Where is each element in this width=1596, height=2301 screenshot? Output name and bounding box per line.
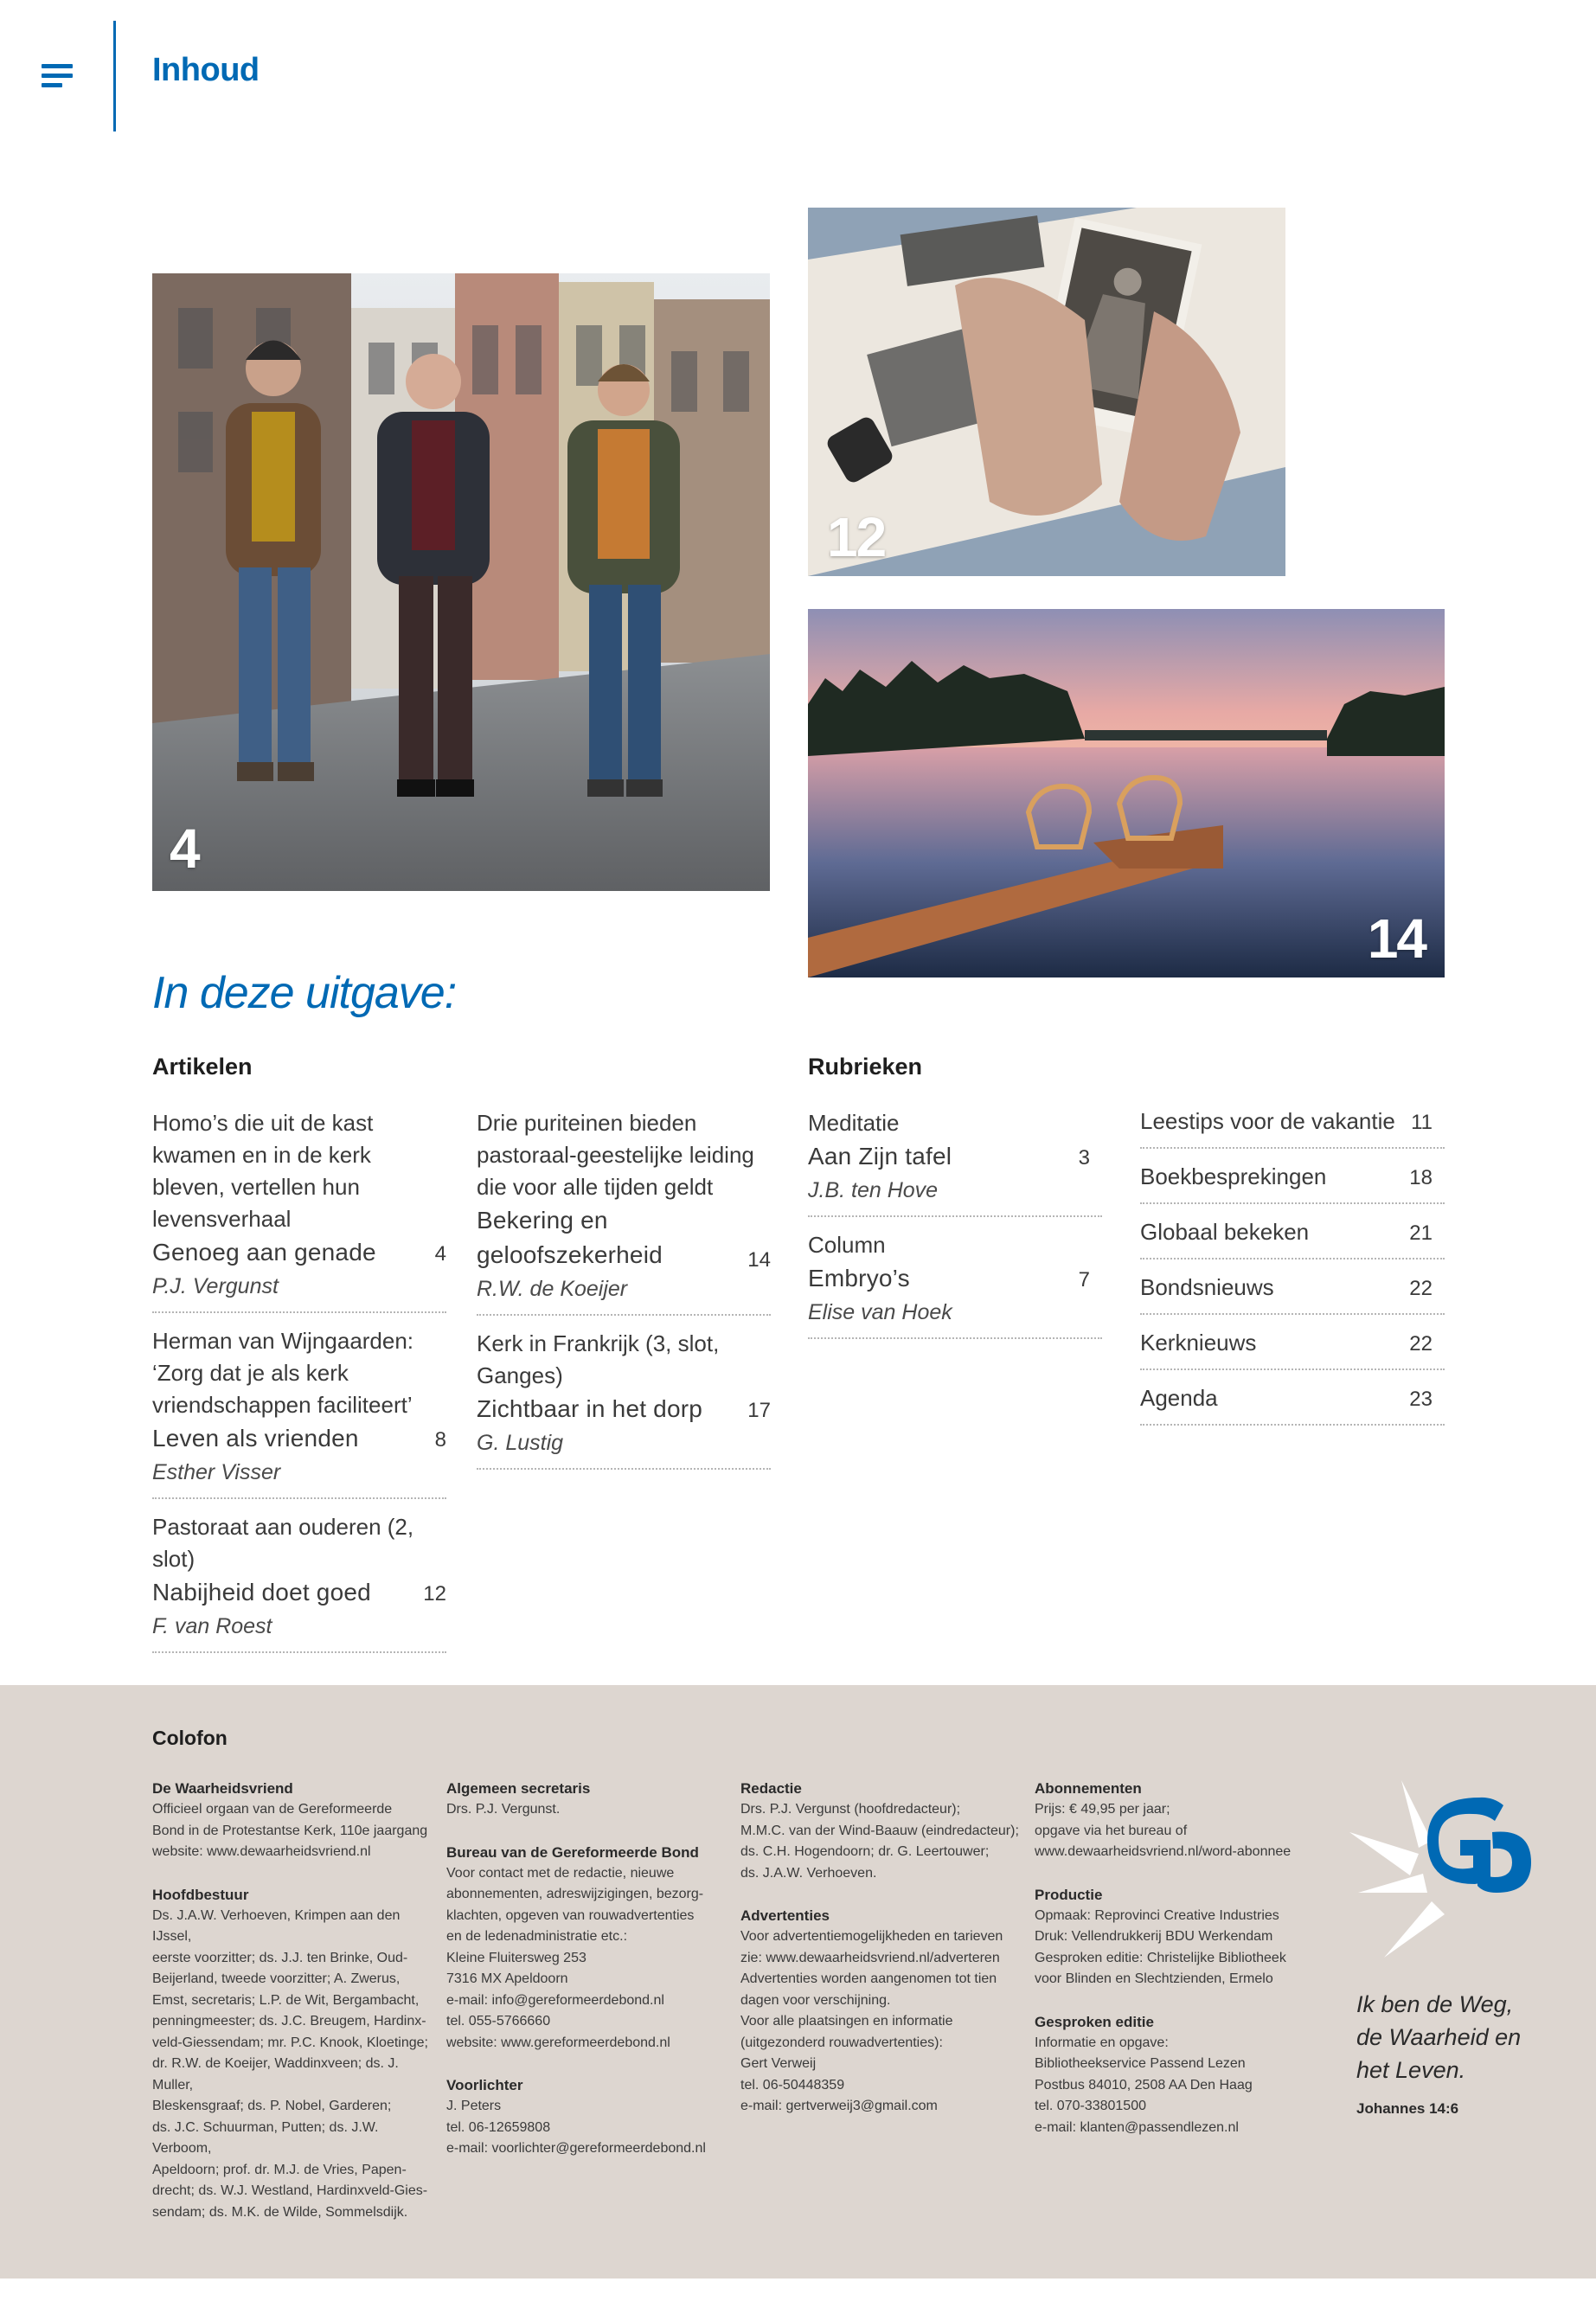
- rubriek-item[interactable]: [1140, 1329, 1445, 1370]
- rubrieken-column-1: [808, 1107, 1102, 1351]
- article-author: Esther Visser: [152, 1460, 281, 1484]
- colofon-block-heading: Abonnementen: [1035, 1780, 1142, 1797]
- article-entry[interactable]: [477, 1328, 771, 1470]
- rubriek-page: 18: [1409, 1166, 1433, 1189]
- rubriek-title: Embryo’s: [808, 1265, 910, 1292]
- colofon-block: [1035, 2012, 1320, 2139]
- rubriek-label: Bondsnieuws: [1140, 1274, 1274, 1300]
- article-intro: Homo’s die uit de kast kwamen en in de kerk bleven, vertellen hun levensverhaal: [152, 1110, 374, 1232]
- colofon-column-4: [1035, 1779, 1320, 2160]
- artikelen-column-1: [152, 1107, 446, 1665]
- colofon-block-heading: Advertenties: [740, 1907, 830, 1924]
- section-heading-rubrieken: Rubrieken: [808, 1054, 923, 1080]
- colofon-block-text: Prijs: € 49,95 per jaar; opgave via het bureau of www.dewaarheidsvriend.nl/word-abonnee: [1035, 1802, 1292, 1859]
- page-title: Inhoud: [152, 52, 260, 88]
- rubriek-item[interactable]: [1140, 1163, 1445, 1204]
- issue-heading: In deze uitgave:: [152, 968, 457, 1018]
- article-page: 17: [747, 1399, 771, 1422]
- colofon-block: [446, 1843, 732, 2054]
- article-entry[interactable]: [477, 1107, 771, 1316]
- article-title: Genoeg aan genade: [152, 1239, 376, 1266]
- colofon-block-text: Voor advertentiemogelijkheden en tarieven zie: www.dewaarheidsvriend.nl/adverteren Advertenties worden aangenomen tot tien dagen voor verschijning. Voor alle plaatsingen en informatie (uitgezonderd rouwadvertenties): Gert Verweij tel. 06-50448359 e-mail: gertverweij3@gmail.com: [740, 1929, 1003, 2113]
- rubriek-item[interactable]: [1140, 1107, 1445, 1149]
- article-author: P.J. Vergunst: [152, 1274, 279, 1298]
- rubriek-author: J.B. ten Hove: [808, 1178, 939, 1202]
- header-divider: [113, 21, 116, 131]
- rubriek-page: 7: [1078, 1268, 1090, 1292]
- colofon-block-text: Informatie en opgave: Bibliotheekservice Passend Lezen Postbus 84010, 2508 AA Den Haag tel. 070-33801500 e-mail: klanten@passendlezen.nl: [1035, 2035, 1253, 2135]
- colofon-block-text: Voor contact met de redactie, nieuwe abonnementen, adreswijzigingen, bezorg- klachten, opgeven van rouwadvertenties en de ledenadministratie etc.: Kleine Fluitersweg 253 7316 MX Apeldoorn e-mail: info@gereformeerdebond.nl tel. 055-5766660 website: www.gereformeerdebond.nl: [446, 1865, 704, 2050]
- colofon-block: [740, 1779, 1026, 1884]
- rubriek-intro: Column: [808, 1232, 886, 1258]
- colofon-block-text: Drs. P.J. Vergunst (hoofdredacteur); M.M.C. van der Wind-Baauw (eindredacteur); ds. C.H. Hogendoorn; dr. G. Leertouwer; ds. J.A.W. Verhoeven.: [740, 1802, 1019, 1881]
- colofon-block-heading: Redactie: [740, 1780, 802, 1797]
- rubriek-page: 3: [1078, 1146, 1090, 1170]
- bible-quote: Ik ben de Weg, de Waarheid en het Leven.: [1356, 1991, 1522, 2083]
- rubriek-title: Aan Zijn tafel: [808, 1143, 952, 1170]
- colofon-column-2: [446, 1779, 732, 2182]
- rubriek-label: Boekbesprekingen: [1140, 1163, 1327, 1189]
- article-title: Nabijheid doet goed: [152, 1579, 371, 1606]
- rubriek-label: Kerknieuws: [1140, 1330, 1257, 1356]
- photo-lake-jetty[interactable]: [808, 609, 1445, 977]
- article-intro: Herman van Wijngaarden: ‘Zorg dat je als kerk vriendschappen faciliteert’: [152, 1328, 414, 1418]
- colofon-block-heading: Gesproken editie: [1035, 2013, 1154, 2030]
- rubriek-entry[interactable]: [808, 1229, 1102, 1339]
- photo-old-photograph[interactable]: [808, 208, 1285, 576]
- colofon-block-text: Ds. J.A.W. Verhoeven, Krimpen aan den IJssel, eerste voorzitter; ds. J.J. ten Brinke, Oud- Beijerland, tweede voorzitter; A. Zwerus, Emst, secretaris; L.P. de Wit, Bergambacht, penningmeester; ds. J.C. Breugem, Hardinx- veld-Giessendam; mr. P.C. Knook, Kloetinge; dr. R.W. de Koeijer, Waddinxveen; ds. J. Muller, Bleskensgraaf; ds. P. Nobel, Garderen; ds. J.C. Schuurman, Putten; ds. J.W. Verboom, Apeldoorn; prof. dr. M.J. de Vries, Papen- drecht; ds. W.J. Westland, Hardinxveld-Gies- sendam; ds. M.K. de Wilde, Sommelsdijk.: [152, 1907, 428, 2220]
- colofon-block-heading: De Waarheidsvriend: [152, 1780, 293, 1797]
- rubriek-author: Elise van Hoek: [808, 1300, 952, 1324]
- rubriek-intro: Meditatie: [808, 1110, 900, 1136]
- rubriek-item[interactable]: [1140, 1218, 1445, 1259]
- article-author: R.W. de Koeijer: [477, 1277, 628, 1301]
- rubriek-item[interactable]: [1140, 1384, 1445, 1426]
- article-intro: Kerk in Frankrijk (3, slot, Ganges): [477, 1330, 720, 1388]
- photo-page-number: 4: [170, 817, 199, 880]
- rubriek-page: 23: [1409, 1388, 1433, 1411]
- colofon-title: Colofon: [152, 1727, 228, 1749]
- photo-men-walking[interactable]: [152, 273, 770, 891]
- rubrieken-column-2: [1140, 1107, 1445, 1439]
- colofon: [0, 1685, 1596, 2279]
- colofon-block: [446, 2075, 732, 2160]
- gereformeerde-bond-logo-icon: [1349, 1772, 1531, 1962]
- rubriek-page: 22: [1409, 1277, 1433, 1300]
- colofon-block-text: Officieel orgaan van de Gereformeerde Bond in de Protestantse Kerk, 110e jaargang website: www.dewaarheidsvriend.nl: [152, 1802, 428, 1859]
- rubriek-entry[interactable]: [808, 1107, 1102, 1217]
- rubriek-item[interactable]: [1140, 1273, 1445, 1315]
- bible-quote-reference: Johannes 14:6: [1356, 2100, 1459, 2117]
- article-entry[interactable]: [152, 1107, 446, 1313]
- colofon-block: [740, 1906, 1026, 2118]
- article-title: Bekering en geloofszekerheid: [477, 1207, 663, 1268]
- photo-page-number: 12: [827, 506, 886, 568]
- article-page: 8: [434, 1428, 446, 1452]
- article-title: Zichtbaar in het dorp: [477, 1395, 703, 1422]
- rubriek-page: 11: [1411, 1111, 1433, 1134]
- rubriek-page: 22: [1409, 1332, 1433, 1356]
- article-author: G. Lustig: [477, 1431, 564, 1455]
- colofon-block: [446, 1779, 732, 1821]
- rubriek-page: 21: [1409, 1221, 1433, 1245]
- rubriek-label: Globaal bekeken: [1140, 1219, 1310, 1245]
- article-author: F. van Roest: [152, 1614, 272, 1638]
- artikelen-column-2: [477, 1107, 771, 1482]
- colofon-block: [1035, 1885, 1320, 1990]
- colofon-block: [152, 1885, 438, 2224]
- colofon-block-heading: Productie: [1035, 1886, 1103, 1903]
- colofon-column-3: [740, 1779, 1026, 2139]
- hamburger-menu-icon[interactable]: [42, 64, 73, 88]
- article-title: Leven als vrienden: [152, 1425, 359, 1452]
- article-page: 4: [434, 1242, 446, 1266]
- rubriek-label: Leestips voor de vakantie: [1140, 1108, 1395, 1134]
- article-page: 14: [747, 1248, 771, 1272]
- photo-page-number: 14: [1367, 907, 1426, 970]
- colofon-block-text: Opmaak: Reprovinci Creative Industries Druk: Vellendrukkerij BDU Werkendam Gesproken editie: Christelijke Bibliotheek voor Blinden en Slechtzienden, Ermelo: [1035, 1907, 1286, 1986]
- colofon-block-heading: Algemeen secretaris: [446, 1780, 591, 1797]
- rubriek-label: Agenda: [1140, 1385, 1218, 1411]
- colofon-block-heading: Voorlichter: [446, 2077, 523, 2093]
- article-entry[interactable]: [152, 1511, 446, 1653]
- colofon-block: [1035, 1779, 1320, 1863]
- colofon-block-heading: Hoofdbestuur: [152, 1886, 249, 1903]
- colofon-block: [152, 1779, 438, 1863]
- section-heading-artikelen: Artikelen: [152, 1054, 253, 1080]
- colofon-block-heading: Bureau van de Gereformeerde Bond: [446, 1843, 699, 1861]
- article-entry[interactable]: [152, 1325, 446, 1499]
- colofon-column-1: [152, 1779, 438, 2245]
- article-intro: Drie puriteinen bieden pastoraal-geestelijke leiding die voor alle tijden geldt: [477, 1110, 754, 1200]
- colofon-block-text: J. Peters tel. 06-12659808 e-mail: voorlichter@gereformeerdebond.nl: [446, 2099, 706, 2156]
- article-intro: Pastoraat aan ouderen (2, slot): [152, 1514, 414, 1572]
- colofon-block-text: Drs. P.J. Vergunst.: [446, 1802, 561, 1817]
- article-page: 12: [423, 1582, 446, 1606]
